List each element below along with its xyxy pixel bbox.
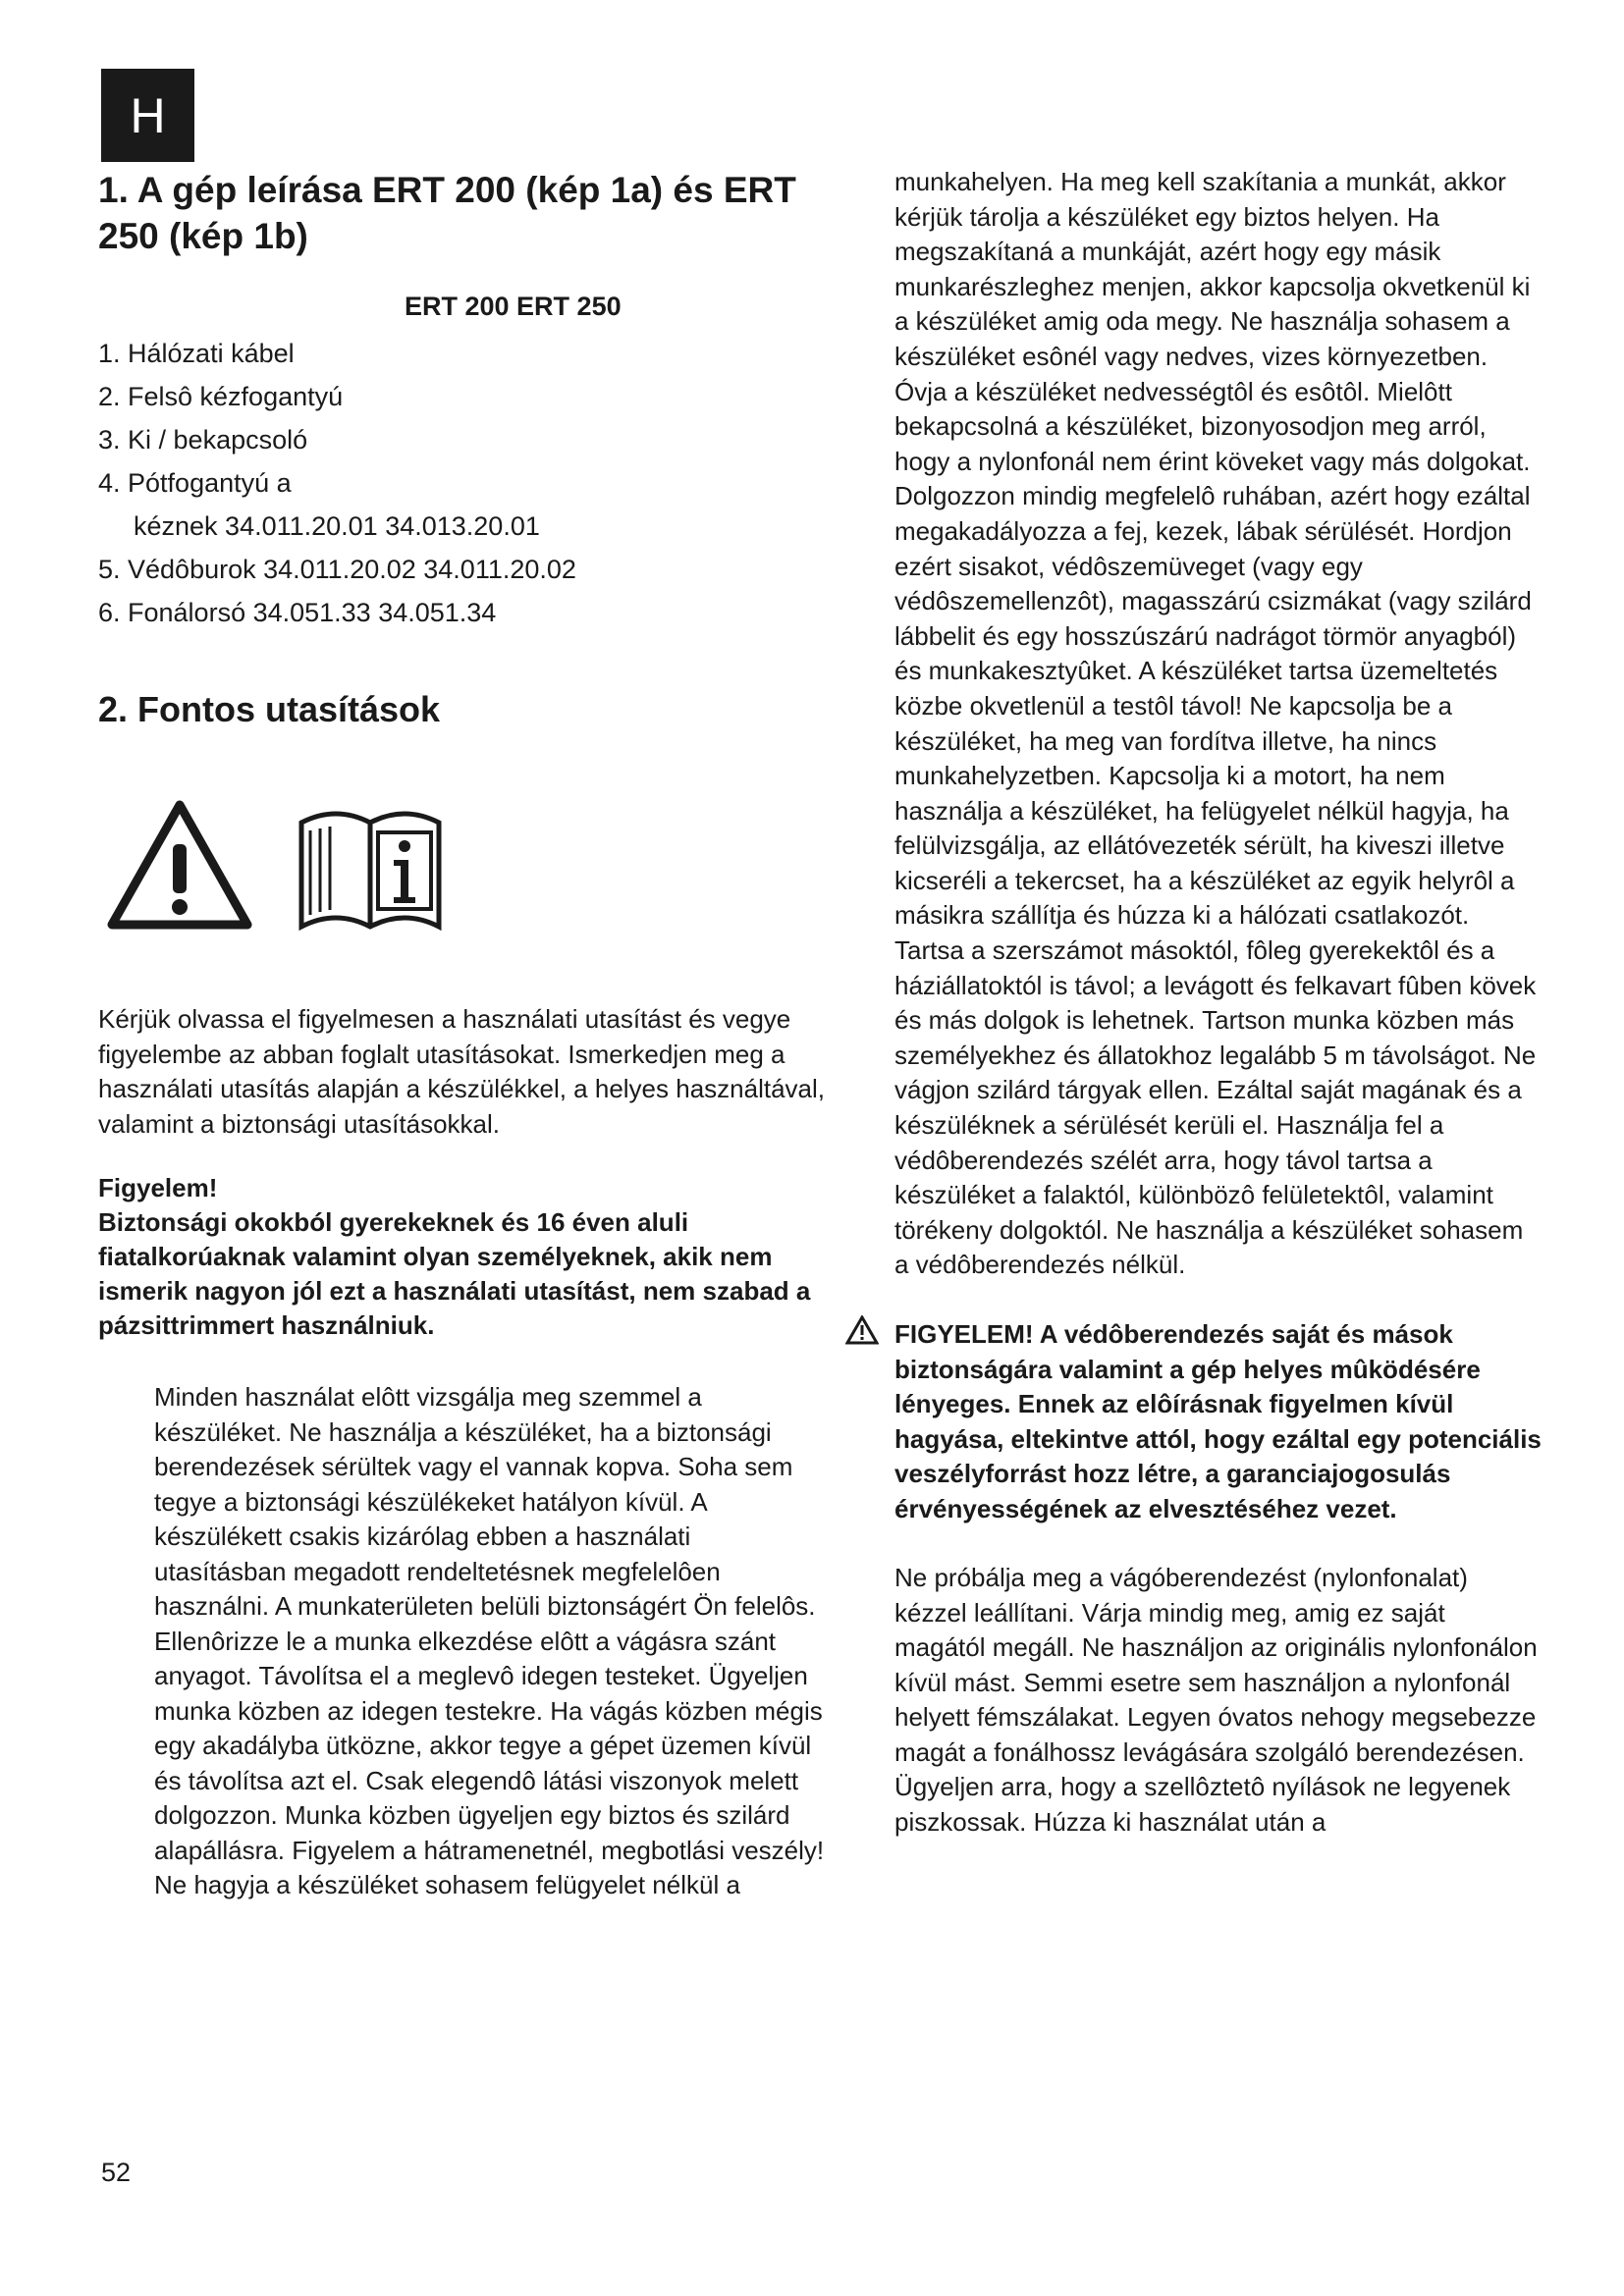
- right-column: [894, 165, 1543, 1840]
- list-item: 4. Pótfogantyú a: [98, 468, 292, 498]
- warning-block: [894, 1317, 1543, 1526]
- warning-title: Figyelem!: [98, 1173, 218, 1202]
- intro-paragraph: Kérjük olvassa el figyelmesen a használati utasítást és vegye figyelembe az abban foglalt utasításokat. Ismerkedjen meg a használati utasítás alapján a készülékkel, a helyes használtával, valamint a biztonsági utasításokkal.: [98, 1004, 825, 1139]
- parts-list: [98, 332, 825, 634]
- list-item: 1. Hálózati kábel: [98, 339, 295, 368]
- warning-2-text: FIGYELEM! A védôberendezés saját és mások biztonságára valamint a gép helyes mûködésére lényeges. Ennek az elôírásnak figyelmen kívül hagyása, eltekintve attól, hogy ezáltal egy potenciális veszélyforrást hozz létre, a garanciajogosulás érvényességének az elvesztéséhez vezet.: [894, 1319, 1542, 1523]
- right-paragraph-2: Ne próbálja meg a vágóberendezést (nylonfonalat) kézzel leállítani. Várja mindig meg, amig ez saját magától megáll. Ne használjon az originális nylonfonálon kívül mást. Semmi esetre sem használjon a nylonfonál helyett fémszálakat. Legyen óvatos nehogy megsebezze magát a fonálhossz levágására szolgáló berendezésen. Ügyeljen arra, hogy a szellôztetô nyílások ne legyenek piszkossak. Húzza ki használat után a: [894, 1563, 1538, 1837]
- page-number: 52: [101, 2158, 132, 2187]
- warning-triangle-icon: [106, 799, 253, 932]
- model-header: ERT 200 ERT 250: [405, 292, 622, 321]
- warning-text: Biztonsági okokból gyerekeknek és 16 éven aluli fiatalkorúaknak valamint olyan személyeknek, akik nem ismerik nagyon jól ezt a használati utasítást, nem szabad a pázsittrimmert használniuk.: [98, 1207, 811, 1340]
- right-paragraph-1: munkahelyen. Ha meg kell szakítania a munkát, akkor kérjük tárolja a készüléket egy biztos helyen. Ha megszakítaná a munkáját, azért hogy egy másik munkarészleghez menjen, akkor kapcsolja okvetkenül ki a készüléket amig oda megy. Ne használja sohasem a készüléket esônél vagy nedves, vizes környezetben. Óvja a készüléket nedvességtôl és esôtôl. Mielôtt bekapcsolná a készüléket, bizonyosodjon meg arról, hogy a nylonfonál nem érint köveket vagy más dolgokat. Dolgozzon mindig megfelelô ruhában, azért hogy ezáltal megakadályozza a fej, kezek, lábak sérülését. Hordjon ezért sisakot, védôszemüveget (vagy egy védôszemellenzôt), magasszárú csizmákat (vagy szilárd lábbelit és egy hosszúszárú nadrágot törmör anyagból) és munkakesztyûket. A készüléket tartsa üzemeltetés közbe okvetlenül a testôl távol! Ne kapcsolja be a készüléket, ha meg van fordítva illetve, ha nincs munkahelyzetben. Kapcsolja ki a motort, ha nem használja a készüléket, ha felügyelet nélkül hagyja, ha felülvizsgálja, az ellátóvezeték sérült, ha kiveszi illetve kicseréli a tekercset, ha a készüléket az egyik helyrôl a másikra szállítja és húzza ki a hálózati csatlakozót. Tartsa a szerszámot másoktól, fôleg gyerekektôl és a háziállatoktól is távol; a levágott és felkavart fûben kövek és más dolgok is lehetnek. Tartson munka közben más személyekhez és állatokhoz legalább 5 m távolságot. Ne vágjon szilárd tárgyak ellen. Ezáltal saját magának és a készüléknek a sérülését kerüli el. Használja fel a védôberendezés szélét arra, hogy távol tartsa a készüléket a falaktól, különbözô felületektôl, valamint törékeny dolgoktól. Ne használja a készüléket sohasem a védôberendezés nélkül.: [894, 167, 1537, 1280]
- list-item: 5. Védôburok 34.011.20.02 34.011.20.02: [98, 555, 576, 584]
- list-item: 2. Felsô kézfogantyú: [98, 382, 344, 411]
- list-item: 6. Fonálorsó 34.051.33 34.051.34: [98, 598, 497, 627]
- list-item: kéznek 34.011.20.01 34.013.20.01: [134, 511, 540, 541]
- section2-title: 2. Fontos utasítások: [98, 689, 441, 729]
- left-column: [98, 167, 825, 1903]
- list-item: 3. Ki / bekapcsoló: [98, 425, 308, 454]
- manual-book-icon: [297, 799, 444, 932]
- warning-triangle-icon: [845, 1315, 879, 1345]
- language-badge: H: [101, 69, 194, 162]
- safety-paragraph: Minden használat elôtt vizsgálja meg szemmel a készüléket. Ne használja a készüléket, ha a biztonsági berendezések sérültek vagy el vannak kopva. Soha sem tegye a biztonsági készülékeket hatályon kívül. A készülékett csakis kizárólag ebben a használati utasításban megadott rendeltetésnek megfelelôen használni. A munkaterületen belüli biztonságért Ön felelôs. Ellenôrizze le a munka elkezdése elôtt a vágásra szánt anyagot. Távolítsa el a meglevô idegen testeket. Ügyeljen munka közben az idegen testekre. Ha vágás közben mégis egy akadályba ütközne, akkor tegye a gépet üzemen kívül és távolítsa azt el. Csak elegendô látási viszonyok melett dolgozzon. Munka közben ügyeljen egy biztos és szilárd alapállásra. Figyelem a hátramenetnél, megbotlási veszély! Ne hagyja a készüléket sohasem felügyelet nélkül a: [154, 1382, 825, 1899]
- section1-title: 1. A gép leírása ERT 200 (kép 1a) és ERT 250 (kép 1b): [98, 170, 796, 256]
- safety-icons: [106, 799, 825, 932]
